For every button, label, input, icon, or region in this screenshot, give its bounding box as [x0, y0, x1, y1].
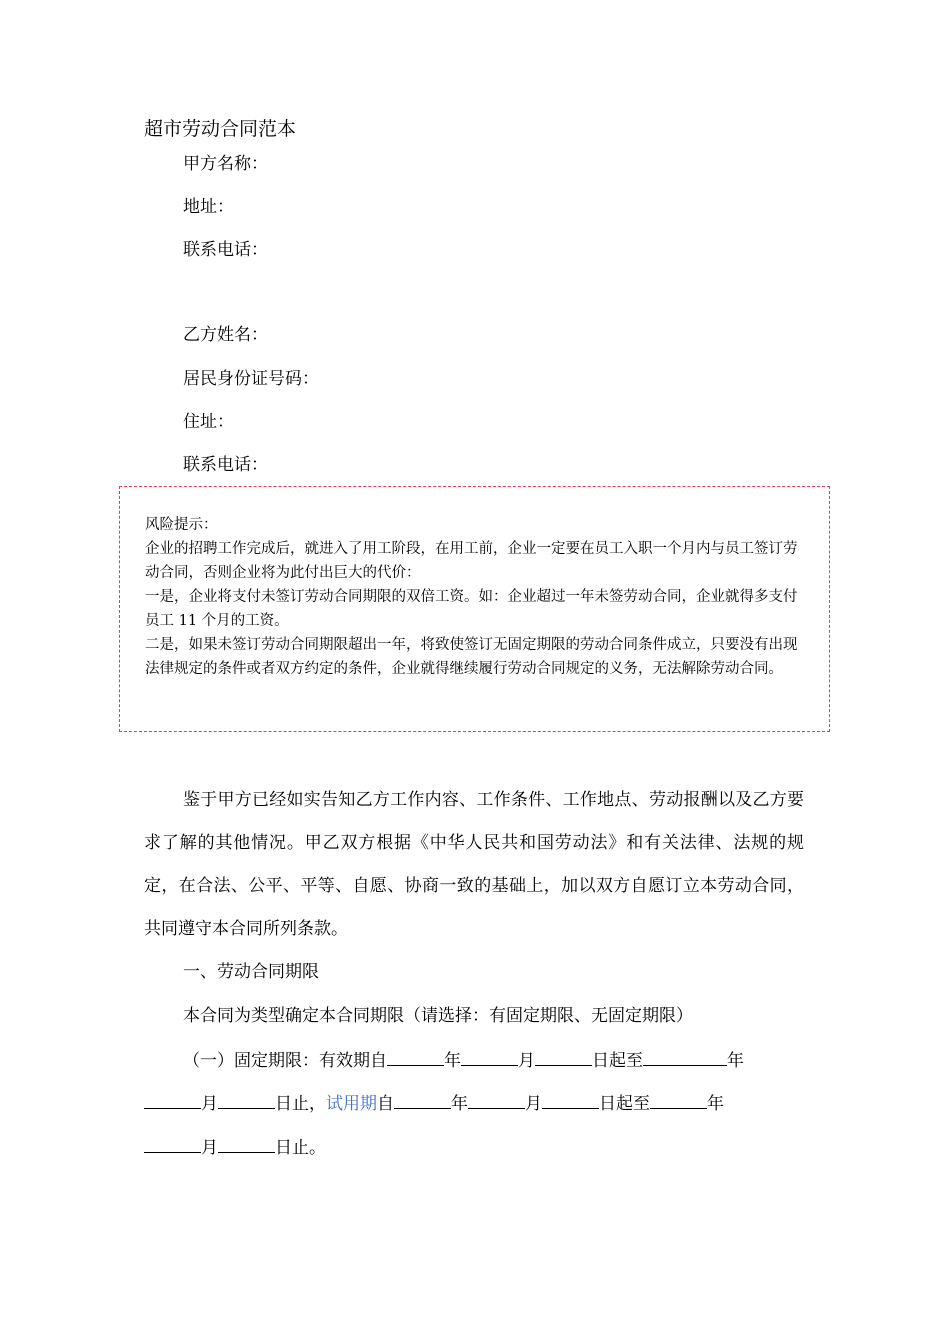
probation-start-month-blank[interactable] [468, 1090, 525, 1109]
fixed-term-line-2 [144, 1090, 724, 1116]
party-a-name-label: 甲方名称： [183, 154, 268, 174]
probation-end-day-blank[interactable] [218, 1134, 275, 1153]
month-label: 月 [525, 1094, 542, 1114]
section-1-heading: 一、劳动合同期限 [183, 962, 319, 982]
start-day-blank[interactable] [535, 1047, 592, 1066]
risk-notice-paragraph: 企业的招聘工作完成后，就进入了用工阶段，在用工前，企业一定要在员工入职一个月内与员工签订劳动合同，否则企业将为此付出巨大的代价： [145, 541, 798, 581]
day-end-label: 日止。 [275, 1138, 326, 1158]
year-label: 年 [707, 1094, 724, 1114]
end-day-blank[interactable] [218, 1090, 275, 1109]
month-label: 月 [201, 1094, 218, 1114]
day-to-label: 日止， [275, 1094, 326, 1114]
year-label: 年 [444, 1051, 461, 1071]
party-b-id-label: 居民身份证号码： [183, 369, 319, 389]
start-month-blank[interactable] [461, 1047, 518, 1066]
fixed-term-line-1 [183, 1047, 744, 1073]
party-b-address-label: 住址： [183, 412, 234, 432]
probation-start-day-blank[interactable] [542, 1090, 599, 1109]
day-from-label: 日起至 [599, 1094, 650, 1114]
fixed-term-prefix: （一）固定期限：有效期自 [183, 1051, 387, 1071]
party-b-name-label: 乙方姓名： [183, 325, 268, 345]
probation-start-year-blank[interactable] [394, 1090, 451, 1109]
party-a-address-label: 地址： [183, 197, 234, 217]
preamble-paragraph: 鉴于甲方已经如实告知乙方工作内容、工作条件、工作地点、劳动报酬以及乙方要求了解的其他情况。甲乙双方根据《中华人民共和国劳动法》和有关法律、法规的规定，在合法、公平、平等、自愿、协商一致的基础上，加以双方自愿订立本劳动合同，共同遵守本合同所列条款。 [144, 790, 804, 939]
section-1-intro: 本合同为类型确定本合同期限（请选择：有固定期限、无固定期限） [183, 1006, 693, 1026]
risk-notice-paragraph: 一是，企业将支付未签订劳动合同期限的双倍工资。如：企业超过一年未签劳动合同，企业就得多支付员工 11 个月的工资。 [145, 589, 798, 629]
from-label: 自 [377, 1094, 394, 1114]
risk-notice-text [145, 513, 805, 681]
probation-end-month-blank[interactable] [144, 1134, 201, 1153]
document-title: 超市劳动合同范本 [144, 118, 297, 140]
month-label: 月 [518, 1051, 535, 1071]
year-label: 年 [451, 1094, 468, 1114]
probation-link[interactable]: 试用期 [326, 1094, 377, 1114]
year-label: 年 [727, 1051, 744, 1071]
fixed-term-line-3 [144, 1134, 326, 1160]
day-from-label: 日起至 [592, 1051, 643, 1071]
month-label: 月 [201, 1138, 218, 1158]
risk-notice-heading: 风险提示： [145, 517, 218, 533]
probation-end-year-blank[interactable] [650, 1090, 707, 1109]
risk-notice-box [119, 486, 830, 732]
end-year-blank[interactable] [643, 1047, 727, 1066]
party-b-phone-label: 联系电话： [183, 455, 268, 475]
party-a-phone-label: 联系电话： [183, 240, 268, 260]
risk-notice-paragraph: 二是，如果未签订劳动合同期限超出一年，将致使签订无固定期限的劳动合同条件成立，只要没有出现法律规定的条件或者双方约定的条件，企业就得继续履行劳动合同规定的义务，无法解除劳动合同。 [145, 637, 798, 677]
start-year-blank[interactable] [387, 1047, 444, 1066]
end-month-blank[interactable] [144, 1090, 201, 1109]
